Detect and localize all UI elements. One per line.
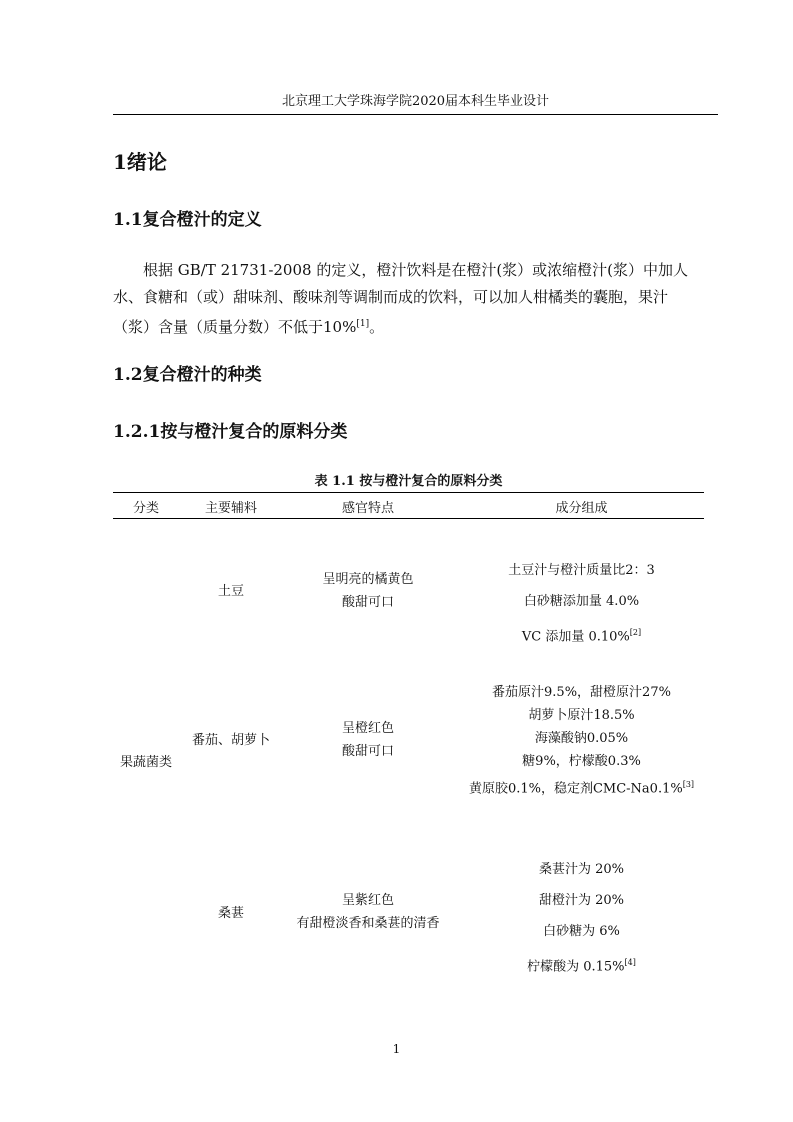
table-caption: 表 1.1 按与橙汁复合的原料分类 [314,474,503,489]
citation-ref[interactable]: [1] [356,319,370,329]
table-header-material: 主要辅料 [204,501,257,516]
table-top-rule [113,492,704,493]
table-cell-material-1: 土豆 [217,584,244,599]
table-header-rule [113,518,704,519]
table-cell-composition-2: 番茄原汁9.5%，甜橙原汁27% 胡萝卜原汁18.5% 海藻酸钠0.05% 糖9%，柠檬酸0.3% 黄原胶0.1%，稳定剂CMC-Na0.1%[3] [468,685,695,797]
header-rule [113,114,718,115]
table-cell-sensory-2: 呈橙红色 酸甜可口 [341,721,394,759]
paragraph-line-1: 根据 GB/T 21731-2008 的定义，橙汁饮料是在橙汁(浆）或浓缩橙汁(浆）中加人 [143,261,689,279]
table-cell-material-2: 番茄、胡萝卜 [191,733,270,748]
table-cell-sensory-3: 呈紫红色 有甜橙淡香和桑葚的清香 [296,893,440,931]
table-cell-material-3: 桑葚 [217,906,244,921]
table-header-sensory: 感官特点 [341,501,394,516]
table-cell-composition-3: 桑葚汁为 20% 甜橙汁为 20% 白砂糖为 6% 柠檬酸为 0.15%[4] [527,862,636,975]
table-cell-category: 果蔬菌类 [119,755,172,770]
paragraph-line-2: 水、食糖和（或）甜味剂、酸味剂等调制而成的饮料，可以加人柑橘类的囊胞，果汁 [113,288,669,306]
citation-ref[interactable]: [4] [624,958,636,967]
table-cell-composition-1: 土豆汁与橙汁质量比2：3 白砂糖添加量 4.0% VC 添加量 0.10%[2] [508,563,655,645]
citation-ref[interactable]: [3] [682,780,695,789]
definition-paragraph [113,257,713,341]
section-title-1-1: 1.1复合橙汁的定义 [113,210,262,230]
running-header: 北京理工大学珠海学院2020届本科生毕业设计 [281,94,550,109]
section-title-1-2-1: 1.2.1按与橙汁复合的原料分类 [113,422,348,442]
section-title-1-2: 1.2复合橙汁的种类 [113,365,262,385]
chapter-title: 1绪论 [113,150,167,174]
table-header-composition: 成分组成 [555,501,608,516]
table-cell-sensory-1: 呈明亮的橘黄色 酸甜可口 [322,572,414,610]
table-header-category: 分类 [132,501,159,516]
citation-ref[interactable]: [2] [629,628,642,637]
paragraph-line-3: （浆）含量（质量分数）不低于10%[1]。 [113,318,385,336]
page-number: 1 [392,1042,401,1056]
